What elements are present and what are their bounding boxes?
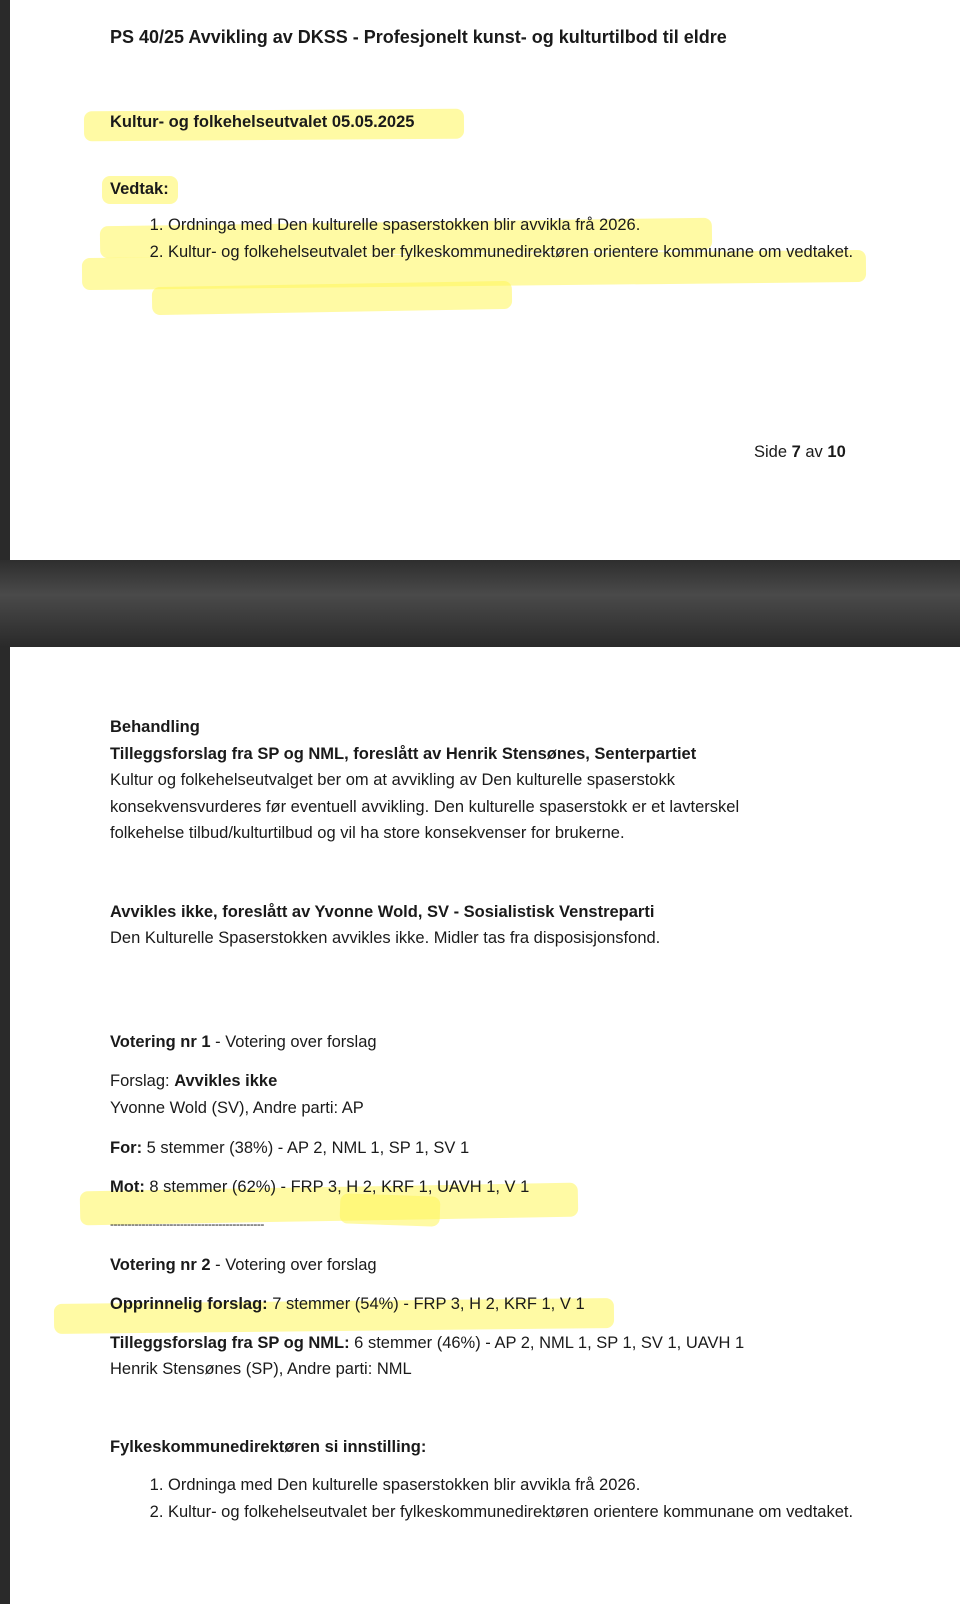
vote1-heading: Votering nr 1 - Votering over forslag	[110, 1033, 377, 1051]
highlight-mark	[340, 1193, 441, 1226]
tillegg-text-line: Kultur og folkehelseutvalget ber om at avvikling av Den kulturelle spaserstokk	[110, 771, 675, 789]
vote2-original: Opprinnelig forslag: 7 stemmer (54%) - FRP 3, H 2, KRF 1, V 1	[110, 1295, 585, 1313]
avvikles-text: Den Kulturelle Spaserstokken avvikles ikke. Midler tas fra disposisjonsfond.	[110, 929, 661, 947]
page-footer: Side 7 av 10	[754, 443, 846, 461]
vote1-mot: Mot: 8 stemmer (62%) - FRP 3, H 2, KRF 1, UAVH 1, V 1	[110, 1178, 530, 1196]
page-edge	[0, 0, 10, 560]
vote2-tillegg: Tilleggsforslag fra SP og NML: 6 stemmer (46%) - AP 2, NML 1, SP 1, SV 1, UAVH 1	[110, 1334, 745, 1352]
innstilling-list	[110, 1472, 928, 1526]
page-edge	[0, 647, 10, 1604]
tillegg-text-line: folkehelse tilbud/kulturtilbud og vil ha store konsekvenser for brukerne.	[110, 824, 625, 842]
vote2-proposer: Henrik Stensønes (SP), Andre parti: NML	[110, 1360, 412, 1378]
vedtak-label: Vedtak:	[110, 180, 169, 198]
list-item: 1. Ordninga med Den kulturelle spaserstokken blir avvikla frå 2026.	[168, 1472, 928, 1499]
tillegg-text-line: konsekvensvurderes før eventuell avvikling. Den kulturelle spaserstokk er et lavterskel	[110, 798, 740, 816]
innstilling-heading: Fylkeskommunedirektøren si innstilling:	[110, 1438, 427, 1456]
vote1-forslag: Forslag: Avvikles ikke	[110, 1072, 278, 1090]
page-gap	[0, 560, 960, 647]
list-item: 1. Ordninga med Den kulturelle spaserstokken blir avvikla frå 2026.	[168, 212, 928, 239]
document-title: PS 40/25 Avvikling av DKSS - Profesjonelt kunst- og kulturtilbod til eldre	[110, 27, 727, 47]
list-item: 2. Kultur- og folkehelseutvalet ber fylkeskommunedirektøren orientere kommunane om vedtaket.	[168, 239, 928, 266]
avvikles-heading: Avvikles ikke, foreslått av Yvonne Wold, SV - Sosialistisk Venstreparti	[110, 903, 655, 921]
highlight-mark	[152, 281, 512, 315]
separator-line: --------------------------------------------	[110, 1217, 264, 1231]
document-page-7	[10, 0, 960, 560]
tillegg-heading: Tilleggsforslag fra SP og NML, foreslått av Henrik Stensønes, Senterpartiet	[110, 745, 697, 763]
vedtak-list	[110, 212, 928, 266]
list-item: 2. Kultur- og folkehelseutvalet ber fylkeskommunedirektøren orientere kommunane om vedtaket.	[168, 1499, 928, 1526]
committee-heading: Kultur- og folkehelseutvalet 05.05.2025	[110, 113, 415, 131]
behandling-label: Behandling	[110, 718, 200, 736]
vote1-for: For: 5 stemmer (38%) - AP 2, NML 1, SP 1, SV 1	[110, 1139, 470, 1157]
vote1-proposer: Yvonne Wold (SV), Andre parti: AP	[110, 1099, 364, 1117]
vote2-heading: Votering nr 2 - Votering over forslag	[110, 1256, 377, 1274]
document-page-8	[10, 647, 960, 1604]
